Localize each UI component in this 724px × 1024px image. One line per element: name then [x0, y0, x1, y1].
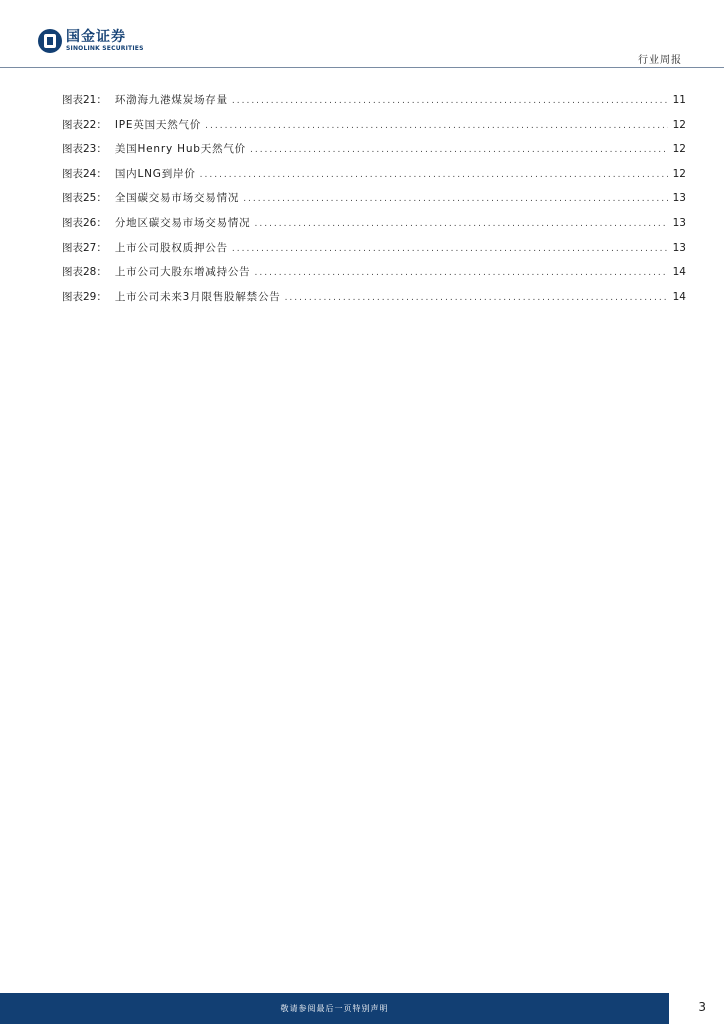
toc-dot-leader — [243, 194, 668, 204]
toc-entry[interactable] — [62, 141, 686, 166]
toc-entry-title: 环渤海九港煤炭场存量 — [114, 94, 228, 106]
toc-entry-page: 12 — [672, 167, 686, 180]
toc-entry-page: 13 — [672, 192, 686, 205]
toc-entry[interactable] — [62, 240, 686, 265]
toc-entry-label: 图表23： — [62, 143, 107, 156]
toc-entry-page: 13 — [672, 216, 686, 229]
toc-dot-leader — [200, 170, 668, 180]
toc-entry-page: 12 — [672, 118, 686, 131]
toc-entry-title: 上市公司未来3月限售股解禁公告 — [114, 290, 281, 303]
toc-entry-label: 图表27： — [62, 241, 107, 254]
page-number: 3 — [698, 1000, 706, 1014]
toc-entry-label: 图表26： — [62, 216, 107, 229]
footer-disclaimer: 敬请参阅最后一页特别声明 — [280, 1004, 389, 1013]
logo-text — [66, 30, 144, 52]
report-type-label: 行业周报 — [638, 55, 682, 66]
toc-entry[interactable] — [62, 264, 686, 289]
toc-entry-title: IPE英国天然气价 — [114, 118, 202, 131]
toc-entry-label: 图表29： — [62, 290, 107, 303]
toc-entry-label: 图表24： — [62, 167, 107, 180]
toc-dot-leader — [250, 145, 668, 155]
toc-entry-label: 图表25： — [62, 192, 107, 205]
toc-dot-leader — [254, 268, 668, 278]
toc-entry-page: 13 — [672, 241, 686, 254]
logo-emblem-icon — [38, 29, 62, 53]
toc-entry[interactable] — [62, 190, 686, 215]
toc-entry-page: 14 — [672, 266, 686, 279]
toc-entry-title: 分地区碳交易市场交易情况 — [114, 216, 251, 229]
toc-dot-leader — [232, 244, 668, 254]
company-logo — [38, 29, 144, 53]
toc-dot-leader — [254, 219, 668, 229]
toc-entry-title: 全国碳交易市场交易情况 — [114, 192, 240, 205]
toc-dot-leader — [205, 121, 668, 131]
table-of-figures — [62, 92, 686, 313]
toc-entry-page: 11 — [672, 94, 686, 106]
toc-entry-label: 图表28： — [62, 266, 107, 279]
toc-entry-title: 国内LNG到岸价 — [114, 167, 196, 180]
toc-entry-page: 14 — [672, 290, 686, 303]
toc-dot-leader — [285, 293, 668, 303]
toc-entry-title: 美国Henry Hub天然气价 — [114, 143, 246, 156]
header-divider — [0, 67, 724, 68]
logo-chinese-name: 国金证券 — [66, 29, 126, 45]
toc-entry[interactable] — [62, 289, 686, 314]
toc-entry[interactable] — [62, 117, 686, 142]
toc-entry[interactable] — [62, 92, 686, 117]
toc-entry[interactable] — [62, 215, 686, 240]
logo-english-name: SINOLINK SECURITIES — [66, 45, 144, 52]
toc-entry-label: 图表21： — [62, 94, 107, 106]
toc-entry-label: 图表22： — [62, 118, 107, 131]
toc-entry[interactable] — [62, 166, 686, 191]
toc-entry-title: 上市公司股权质押公告 — [114, 241, 228, 254]
toc-entry-title: 上市公司大股东增减持公告 — [114, 266, 251, 279]
page-header — [0, 0, 724, 68]
toc-dot-leader — [232, 96, 668, 106]
toc-entry-page: 12 — [672, 143, 686, 156]
